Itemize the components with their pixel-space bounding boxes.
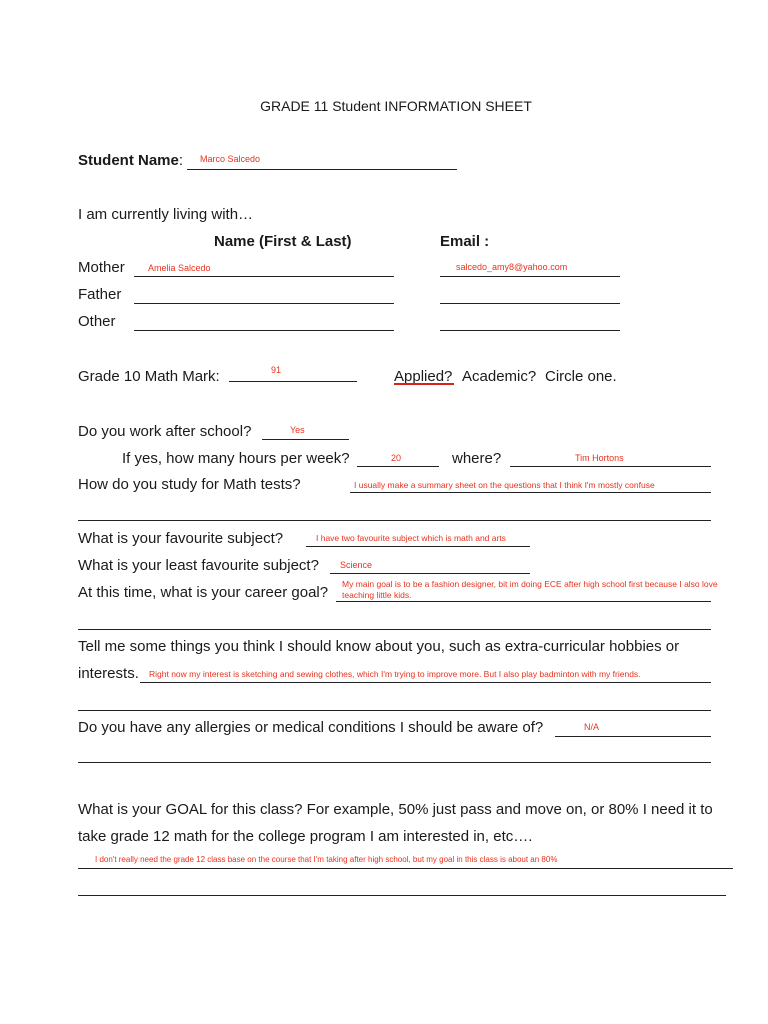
math-mark-field[interactable] <box>229 381 357 382</box>
hours-question: If yes, how many hours per week? <box>122 450 350 467</box>
study-question: How do you study for Math tests? <box>78 476 301 493</box>
about-answer: Right now my interest is sketching and sewing clothes, which I'm trying to improve more. But I also play badminton with my friends. <box>149 669 641 679</box>
name-column-header: Name (First & Last) <box>214 233 352 250</box>
mother-name-answer: Amelia Salcedo <box>148 263 211 273</box>
work-answer-field[interactable] <box>262 439 349 440</box>
page-title: GRADE 11 Student INFORMATION SHEET <box>260 98 532 114</box>
favourite-subject-answer: I have two favourite subject which is math and arts <box>316 533 506 543</box>
about-question-line1: Tell me some things you think I should know about you, such as extra-curricular hobbies or <box>78 638 680 655</box>
father-name-field[interactable] <box>134 303 394 304</box>
study-answer: I usually make a summary sheet on the questions that I think I'm mostly confuse <box>354 480 655 490</box>
goal-question-line2: take grade 12 math for the college program I am interested in, etc…. <box>78 828 533 845</box>
email-column-header: Email : <box>440 233 490 250</box>
goal-question-line1: What is your GOAL for this class? For example, 50% just pass and move on, or 80% I need it to <box>78 801 713 818</box>
math-mark-label: Grade 10 Math Mark: <box>78 368 220 385</box>
mother-label: Mother <box>78 259 125 276</box>
student-name-field[interactable] <box>187 169 457 170</box>
least-favourite-answer: Science <box>340 560 373 570</box>
mother-email-answer: salcedo_amy8@yahoo.com <box>456 262 568 272</box>
career-question: At this time, what is your career goal? <box>78 584 329 601</box>
where-label: where? <box>452 450 502 467</box>
hours-answer: 20 <box>391 453 402 463</box>
study-answer-field-2[interactable] <box>78 520 711 521</box>
applied-option[interactable]: Applied? <box>394 368 453 385</box>
math-mark-answer: 91 <box>271 365 282 375</box>
student-name-label <box>78 152 183 169</box>
other-email-field[interactable] <box>440 330 620 331</box>
where-answer-field[interactable] <box>510 466 711 467</box>
favourite-subject-question: What is your favourite subject? <box>78 530 284 547</box>
other-label: Other <box>78 313 116 330</box>
student-name-colon: : <box>178 152 184 169</box>
career-field-2[interactable] <box>78 629 711 630</box>
living-with-intro: I am currently living with… <box>78 206 254 223</box>
other-name-field[interactable] <box>134 330 394 331</box>
work-question: Do you work after school? <box>78 423 252 440</box>
applied-circled-mark <box>394 383 454 385</box>
goal-answer: I don't really need the grade 12 class base on the course that I'm taking after high school, but my goal in this class is about an 80% <box>95 855 558 864</box>
least-favourite-field[interactable] <box>330 573 530 574</box>
circle-one-instruction: Circle one. <box>545 368 617 385</box>
academic-option[interactable]: Academic? <box>462 368 537 385</box>
about-field-2[interactable] <box>78 710 711 711</box>
study-answer-field-1[interactable] <box>350 492 711 493</box>
mother-name-field[interactable] <box>134 276 394 277</box>
allergies-field-1[interactable] <box>555 736 711 737</box>
where-answer: Tim Hortons <box>575 453 624 463</box>
student-name-answer: Marco Salcedo <box>200 154 261 164</box>
mother-email-field[interactable] <box>440 276 620 277</box>
work-answer: Yes <box>290 425 305 435</box>
career-field-1[interactable] <box>336 601 711 602</box>
father-label: Father <box>78 286 122 303</box>
goal-field-1[interactable] <box>78 868 733 869</box>
goal-field-2[interactable] <box>78 895 726 896</box>
father-email-field[interactable] <box>440 303 620 304</box>
about-field-1[interactable] <box>140 682 711 683</box>
student-name-label-text: Student Name <box>78 152 179 169</box>
career-answer: My main goal is to be a fashion designer, bit im doing ECE after high school first because I also love teaching little kids. <box>342 579 718 600</box>
about-question-line2: interests. <box>78 665 139 682</box>
allergies-answer: N/A <box>584 722 600 732</box>
favourite-subject-field[interactable] <box>306 546 530 547</box>
least-favourite-question: What is your least favourite subject? <box>78 557 319 574</box>
hours-answer-field[interactable] <box>357 466 439 467</box>
allergies-question: Do you have any allergies or medical conditions I should be aware of? <box>78 719 544 736</box>
allergies-field-2[interactable] <box>78 762 711 763</box>
